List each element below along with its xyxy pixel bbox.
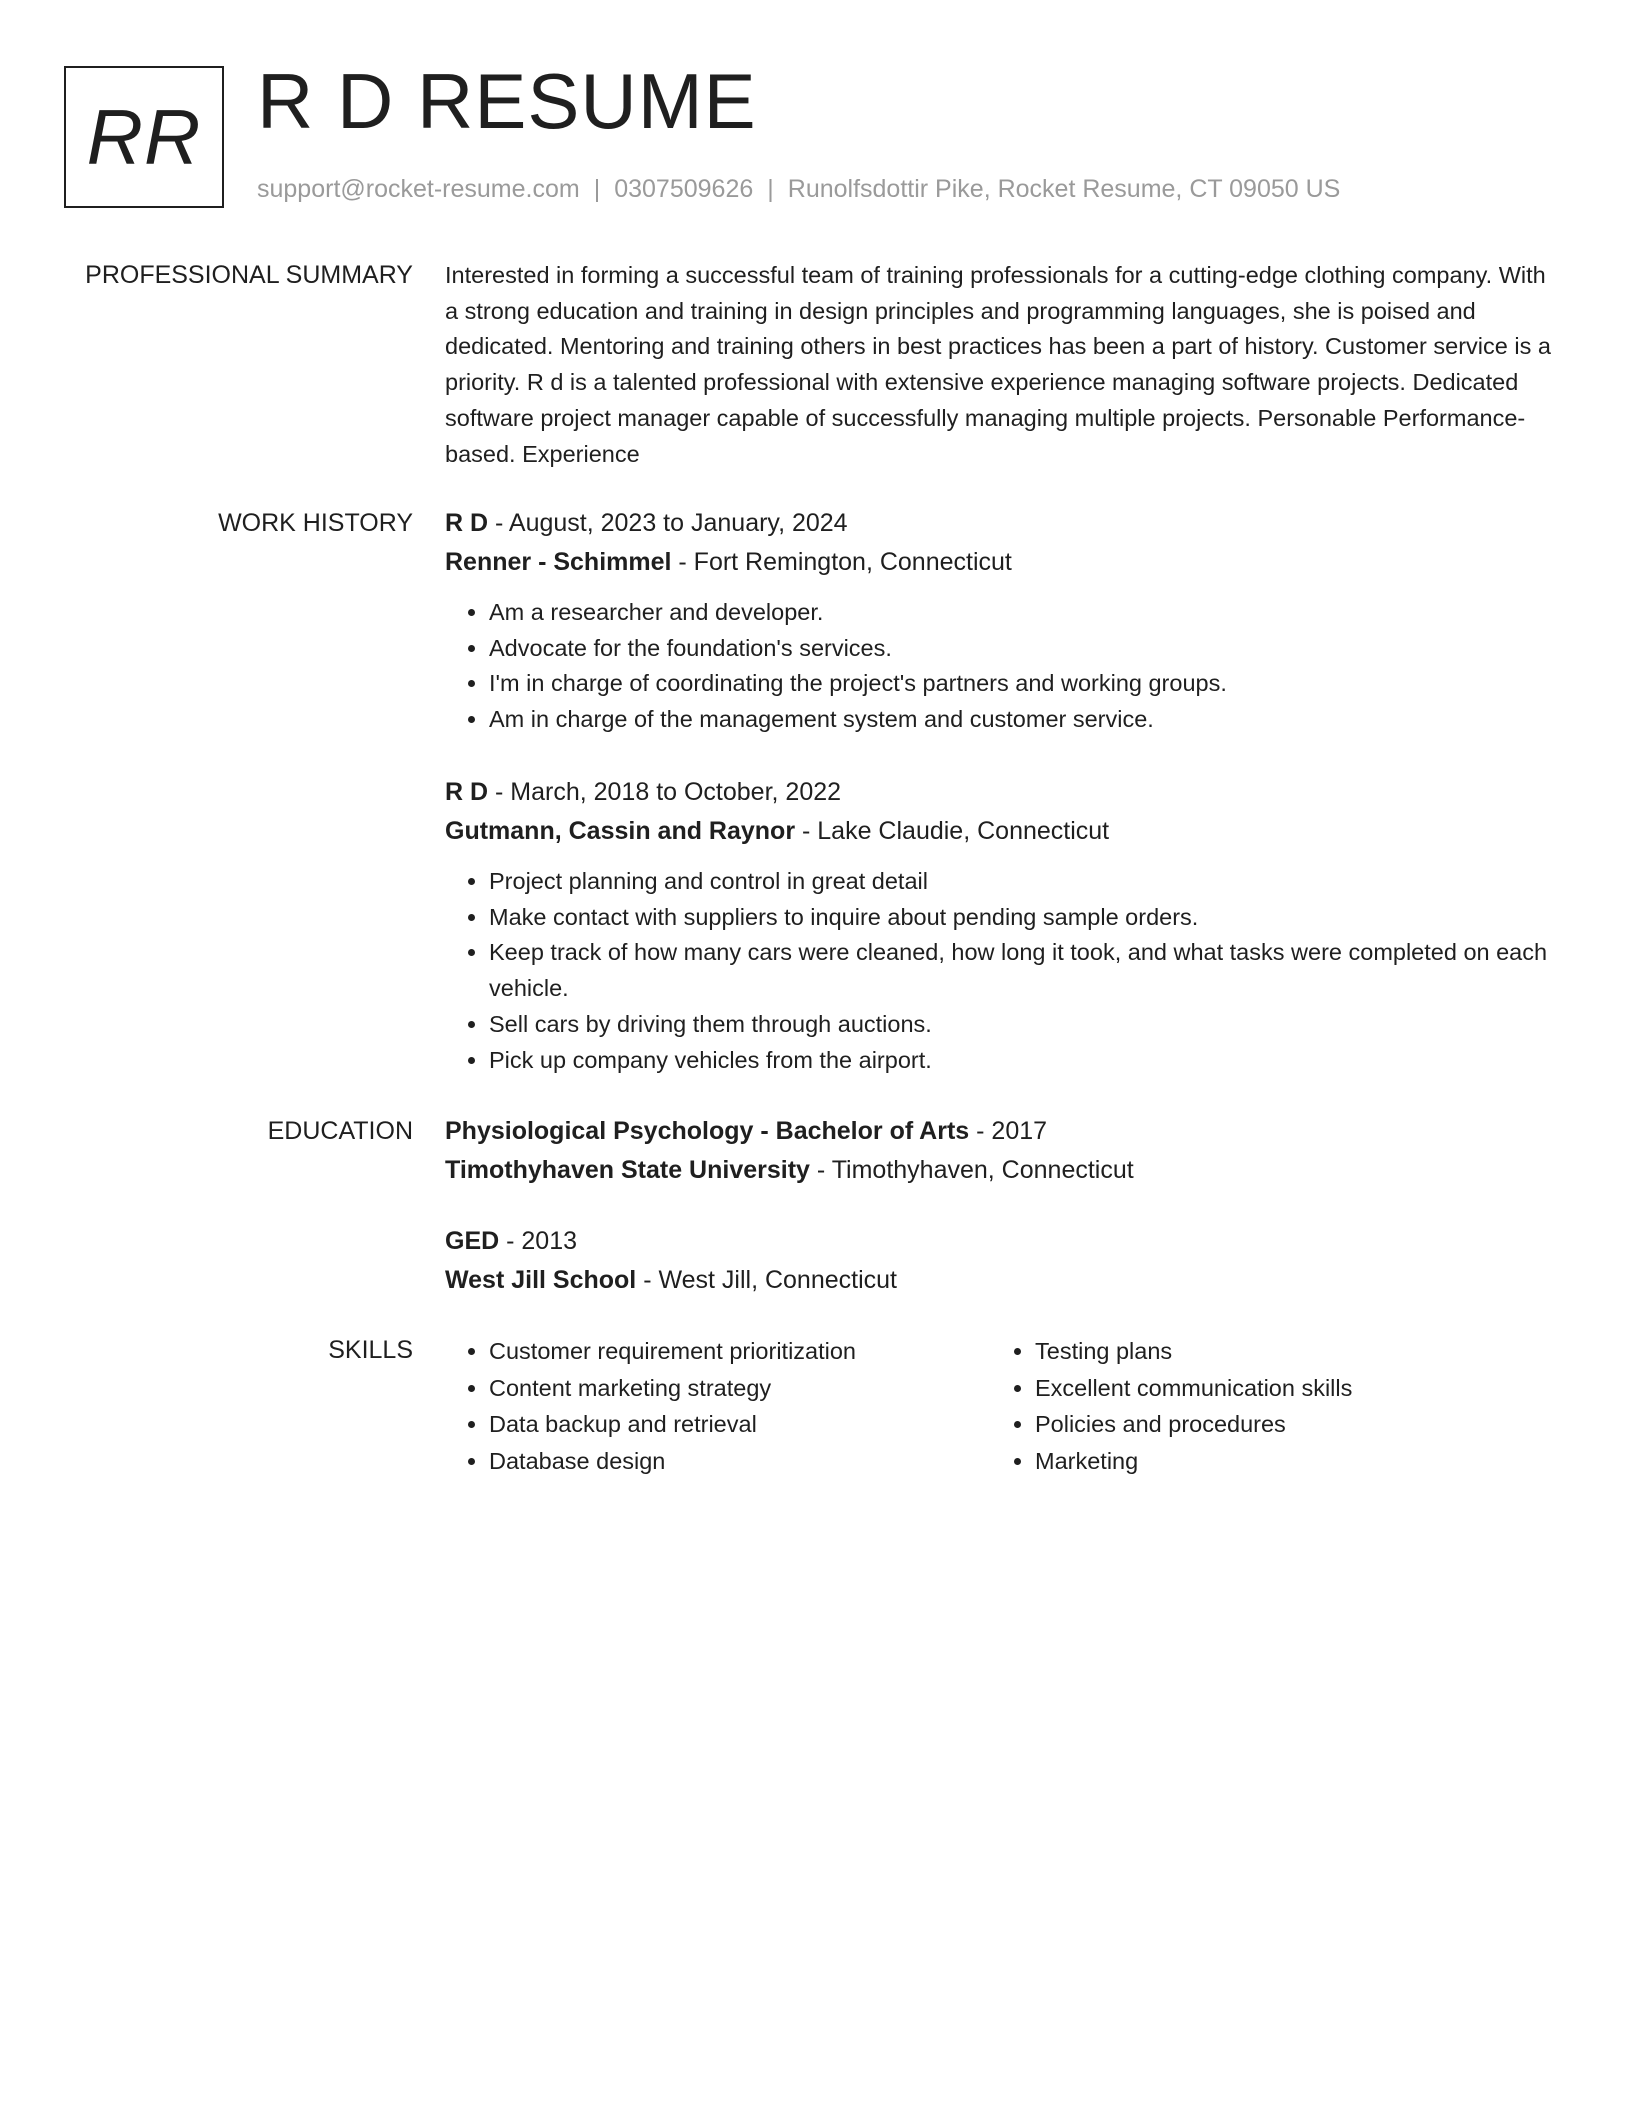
skill-item: • Content marketing strategy xyxy=(489,1370,991,1407)
contact-separator: | xyxy=(593,175,601,203)
contact-phone: 0307509626 xyxy=(614,175,754,203)
contact-email: support@rocket-resume.com xyxy=(257,175,580,203)
skill-item: • Marketing xyxy=(1035,1443,1537,1480)
job-dates: - March, 2018 to October, 2022 xyxy=(488,778,842,806)
contact-address: Runolfsdottir Pike, Rocket Resume, CT 09050 US xyxy=(787,175,1341,203)
job-bullet: • Am a researcher and developer. xyxy=(489,595,1560,631)
education-school-line xyxy=(445,1263,897,1297)
job-title: R D xyxy=(445,509,489,537)
skill-item: • Database design xyxy=(489,1443,991,1480)
job-company-line xyxy=(445,814,1560,848)
education-school: Timothyhaven State University xyxy=(445,1156,810,1184)
job-location: - Fort Remington, Connecticut xyxy=(671,548,1012,576)
section-label-work-history: WORK HISTORY xyxy=(218,509,413,537)
monogram-logo: RR xyxy=(64,66,224,208)
job-bullet: • I'm in charge of coordinating the project's partners and working groups. xyxy=(489,666,1560,702)
job-bullets xyxy=(445,864,1560,1078)
contact-line xyxy=(257,172,1340,206)
skills-body xyxy=(445,1333,1560,1479)
resume-name: R D RESUME xyxy=(257,57,757,145)
contact-separator: | xyxy=(767,175,774,203)
education-location: - West Jill, Connecticut xyxy=(636,1266,897,1294)
job-bullet: • Advocate for the foundation's services. xyxy=(489,631,1560,667)
skill-item: • Data backup and retrieval xyxy=(489,1406,991,1443)
education-degree-line xyxy=(445,1224,897,1258)
skill-item: • Customer requirement prioritization xyxy=(489,1333,991,1370)
section-label-education: EDUCATION xyxy=(267,1117,413,1145)
job-bullet: • Project planning and control in great detail xyxy=(489,864,1560,900)
job-dates: - August, 2023 to January, 2024 xyxy=(488,509,848,537)
education-school-line xyxy=(445,1153,1560,1187)
education-degree-line xyxy=(445,1114,1560,1148)
job-bullets xyxy=(445,595,1560,738)
job-title-line xyxy=(445,506,1560,540)
job-bullet: • Sell cars by driving them through auctions. xyxy=(489,1007,1560,1043)
section-label-skills: SKILLS xyxy=(328,1336,413,1364)
education-body xyxy=(445,1114,1560,1294)
job-bullet: • Make contact with suppliers to inquire about pending sample orders. xyxy=(489,900,1560,936)
job-bullet: • Am in charge of the management system and customer service. xyxy=(489,702,1560,738)
skill-item: • Testing plans xyxy=(1035,1333,1537,1370)
job-entry xyxy=(445,775,1560,1078)
education-year: - 2013 xyxy=(499,1227,578,1255)
education-location: - Timothyhaven, Connecticut xyxy=(809,1156,1134,1184)
education-entry xyxy=(445,1114,1560,1187)
skills-list-left xyxy=(445,1333,991,1479)
education-school: West Jill School xyxy=(445,1266,637,1294)
job-company: Gutmann, Cassin and Raynor xyxy=(445,817,796,845)
job-company: Renner - Schimmel xyxy=(445,548,672,576)
education-entry xyxy=(445,1224,897,1297)
job-company-line xyxy=(445,545,1560,579)
job-location: - Lake Claudie, Connecticut xyxy=(795,817,1110,845)
skill-item: • Policies and procedures xyxy=(1035,1406,1537,1443)
summary-body xyxy=(445,258,1560,472)
skill-item: • Excellent communication skills xyxy=(1035,1370,1537,1407)
summary-text: Interested in forming a successful team of training professionals for a cutting-edge clothing company. With a strong education and training in design principles and programming languages, she is poised and dedicated. Mentoring and training others in best practices has been a part of history. Customer service is a priority. R d is a talented professional with extensive experience managing software projects. Dedicated software project manager capable of successfully managing multiple projects. Personable Performance-based. Experience xyxy=(445,262,1551,467)
job-title: R D xyxy=(445,778,489,806)
work-history-body xyxy=(445,506,1560,1073)
job-entry xyxy=(445,506,1560,738)
education-degree: GED xyxy=(445,1227,500,1255)
job-bullet: • Keep track of how many cars were cleaned, how long it took, and what tasks were completed on each vehicle. xyxy=(489,935,1560,1006)
skills-list-right xyxy=(991,1333,1537,1479)
education-degree: Physiological Psychology - Bachelor of Arts xyxy=(445,1117,970,1145)
job-title-line xyxy=(445,775,1560,809)
job-bullet: • Pick up company vehicles from the airport. xyxy=(489,1043,1560,1079)
section-label-summary: PROFESSIONAL SUMMARY xyxy=(85,261,413,289)
education-year: - 2017 xyxy=(969,1117,1048,1145)
